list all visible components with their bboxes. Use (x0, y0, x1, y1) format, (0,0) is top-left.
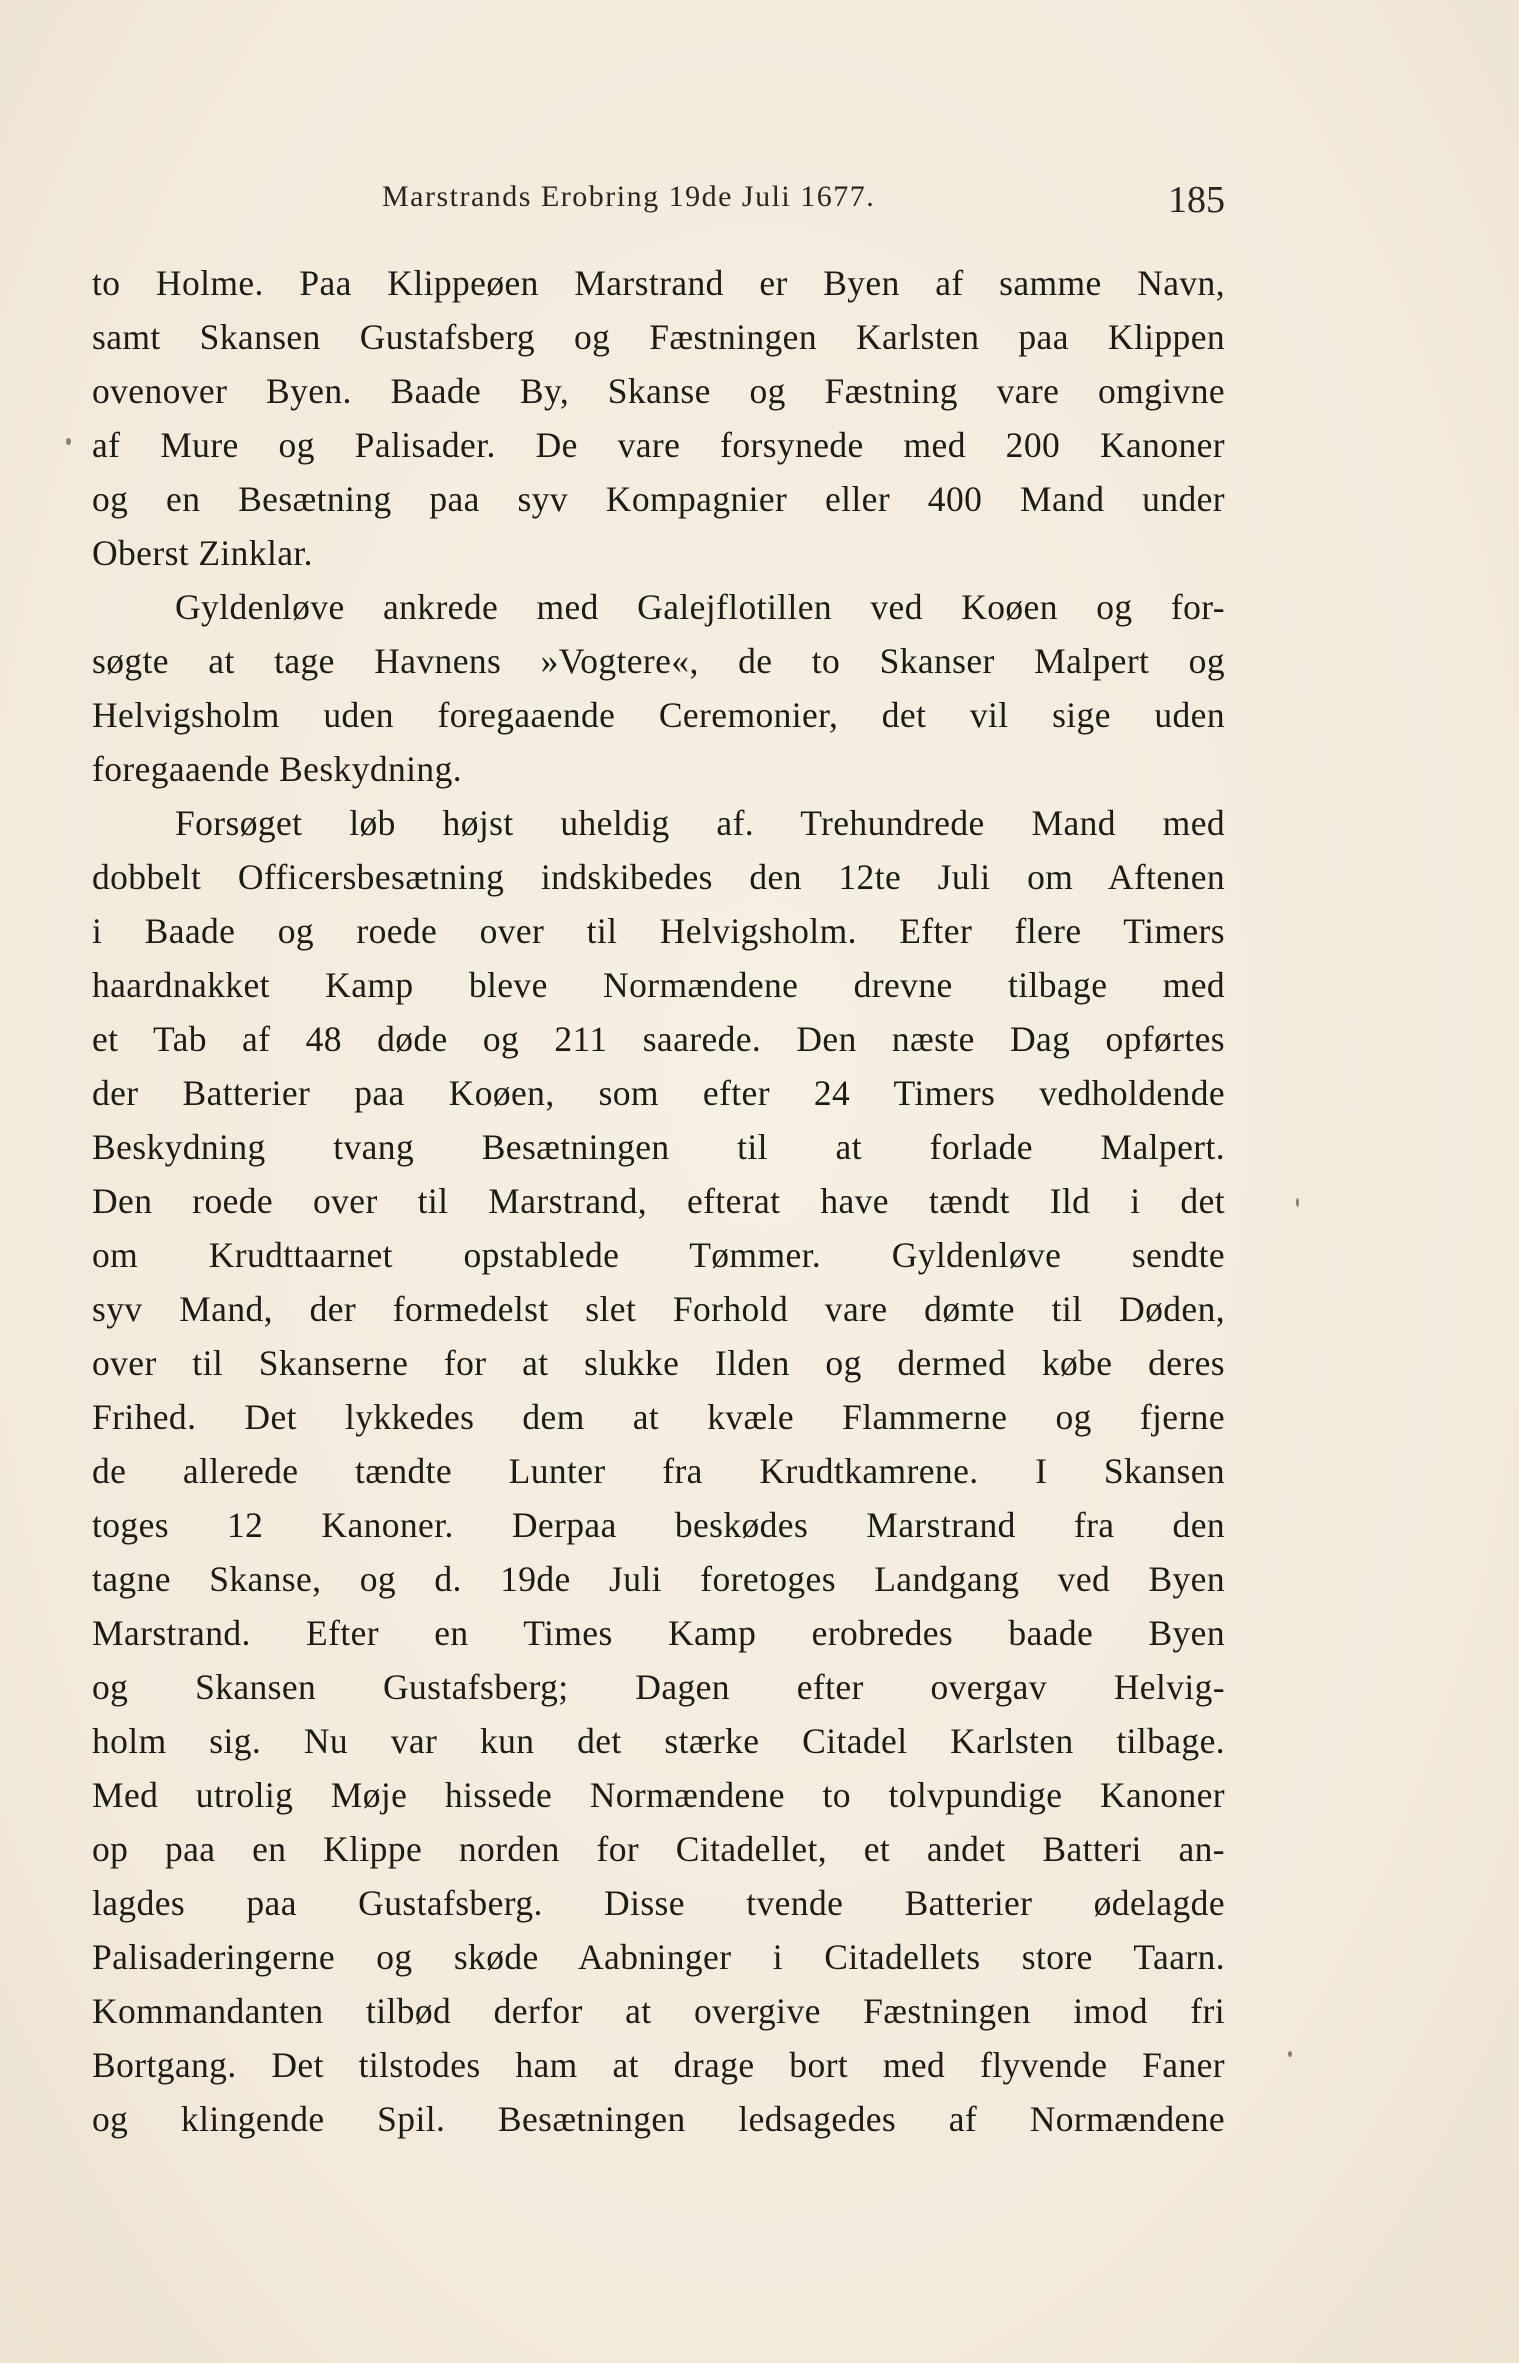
text-line: Gyldenløve ankrede med Galejflotillen ved Koøen og for- (175, 587, 1225, 627)
text-line: Marstrand. Efter en Times Kamp erobredes baade Byen (92, 1613, 1225, 1653)
text-line: Helvigsholm uden foregaaende Ceremonier, det vil sige uden (92, 695, 1225, 735)
text-line: Forsøget løb højst uheldig af. Trehundrede Mand med (175, 803, 1225, 843)
text-line: og Skansen Gustafsberg; Dagen efter overgav Helvig- (92, 1667, 1225, 1707)
text-line: og klingende Spil. Besætningen ledsagedes af Normændene (92, 2099, 1225, 2139)
text-line: om Krudttaarnet opstablede Tømmer. Gyldenløve sendte (92, 1235, 1225, 1275)
margin-speck (1288, 2051, 1292, 2057)
text-line: Den roede over til Marstrand, efterat have tændt Ild i det (92, 1181, 1225, 1221)
margin-speck (1296, 1198, 1299, 1207)
text-line: de allerede tændte Lunter fra Krudtkamrene. I Skansen (92, 1451, 1225, 1491)
text-line: tagne Skanse, og d. 19de Juli foretoges Landgang ved Byen (92, 1559, 1225, 1599)
text-line: et Tab af 48 døde og 211 saarede. Den næste Dag opførtes (92, 1019, 1225, 1059)
page-number: 185 (1168, 179, 1225, 221)
text-line: der Batterier paa Koøen, som efter 24 Timers vedholdende (92, 1073, 1225, 1113)
text-line: lagdes paa Gustafsberg. Disse tvende Batterier ødelagde (92, 1883, 1225, 1923)
running-title: Marstrands Erobring 19de Juli 1677. (382, 180, 876, 213)
text-line: toges 12 Kanoner. Derpaa beskødes Marstrand fra den (92, 1505, 1225, 1545)
text-line: Oberst Zinklar. (92, 533, 313, 573)
text-line: Kommandanten tilbød derfor at overgive Fæstningen imod fri (92, 1991, 1225, 2031)
text-line: af Mure og Palisader. De vare forsynede med 200 Kanoner (92, 425, 1225, 465)
text-line: syv Mand, der formedelst slet Forhold vare dømte til Døden, (92, 1289, 1225, 1329)
text-line: haardnakket Kamp bleve Normændene drevne tilbage med (92, 965, 1225, 1005)
text-line: op paa en Klippe norden for Citadellet, et andet Batteri an- (92, 1829, 1225, 1869)
text-line: i Baade og roede over til Helvigsholm. Efter flere Timers (92, 911, 1225, 951)
body-text (92, 256, 1225, 2146)
page-header (92, 172, 1225, 232)
text-line: Palisaderingerne og skøde Aabninger i Citadellets store Taarn. (92, 1937, 1225, 1977)
margin-speck (66, 438, 71, 445)
text-line: dobbelt Officersbesætning indskibedes den 12te Juli om Aftenen (92, 857, 1225, 897)
text-line: ovenover Byen. Baade By, Skanse og Fæstning vare omgivne (92, 371, 1225, 411)
text-line: Frihed. Det lykkedes dem at kvæle Flammerne og fjerne (92, 1397, 1225, 1437)
text-line: Med utrolig Møje hissede Normændene to tolvpundige Kanoner (92, 1775, 1225, 1815)
text-line: Bortgang. Det tilstodes ham at drage bort med flyvende Faner (92, 2045, 1225, 2085)
text-line: foregaaende Beskydning. (92, 749, 462, 789)
text-line: holm sig. Nu var kun det stærke Citadel Karlsten tilbage. (92, 1721, 1225, 1761)
text-line: to Holme. Paa Klippeøen Marstrand er Byen af samme Navn, (92, 263, 1225, 303)
text-line: over til Skanserne for at slukke Ilden og dermed købe deres (92, 1343, 1225, 1383)
text-line: og en Besætning paa syv Kompagnier eller 400 Mand under (92, 479, 1225, 519)
text-line: Beskydning tvang Besætningen til at forlade Malpert. (92, 1127, 1225, 1167)
text-line: samt Skansen Gustafsberg og Fæstningen Karlsten paa Klippen (92, 317, 1225, 357)
text-line: søgte at tage Havnens »Vogtere«, de to Skanser Malpert og (92, 641, 1225, 681)
